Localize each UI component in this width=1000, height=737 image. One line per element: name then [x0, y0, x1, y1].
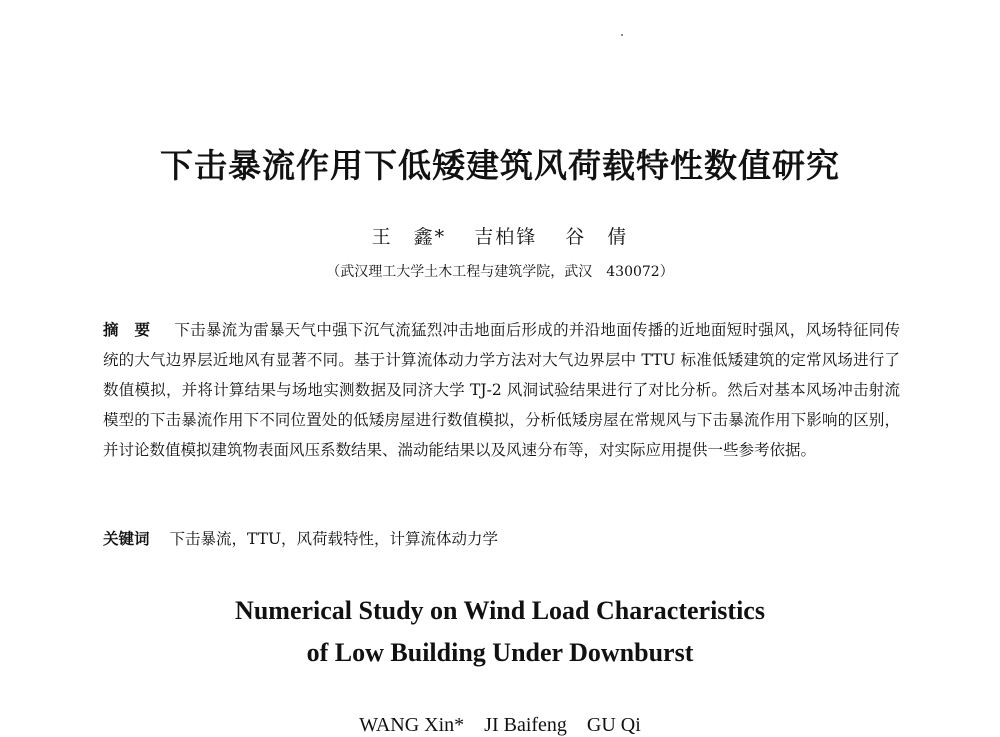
abstract	[103, 315, 900, 465]
english-authors: WANG Xin* JI Baifeng GU Qi	[359, 714, 641, 736]
author-2: 吉柏锋	[474, 226, 538, 248]
affiliation: （武汉理工大学土木工程与建筑学院，武汉 430072）	[326, 264, 674, 280]
abstract-text: 下击暴流为雷暴天气中强下沉气流猛烈冲击地面后形成的并沿地面传播的近地面短时强风，风场特征同传统的大气边界层近地风有显著不同。基于计算流体动力学方法对大气边界层中 TTU 标准低矮建筑的定常风场进行了数值模拟，并将计算结果与场地实测数据及同济大学 TJ-2 风洞试验结果进行了对比分析。然后对基本风场冲击射流模型的下击暴流作用下不同位置处的低矮房屋进行数值模拟，分析低矮房屋在常规风与下击暴流作用下影响的区别，并讨论数值模拟建筑物表面风压系数结果、湍动能结果以及风速分布等，对实际应用提供一些参考依据。	[103, 321, 900, 459]
keywords	[103, 525, 900, 553]
english-title-line-1: Numerical Study on Wind Load Characteristics	[235, 596, 765, 625]
abstract-label: 摘 要	[103, 321, 151, 339]
english-title	[0, 590, 1000, 674]
english-title-line-2: of Low Building Under Downburst	[306, 638, 694, 667]
author-3: 谷 倩	[565, 226, 629, 248]
keywords-label: 关键词	[103, 530, 150, 548]
author-1: 王 鑫*	[371, 226, 447, 248]
chinese-title: 下击暴流作用下低矮建筑风荷载特性数值研究	[160, 146, 840, 185]
scan-speck	[621, 34, 623, 36]
keywords-text: 下击暴流，TTU，风荷载特性，计算流体动力学	[169, 530, 499, 548]
chinese-authors	[0, 222, 1000, 249]
